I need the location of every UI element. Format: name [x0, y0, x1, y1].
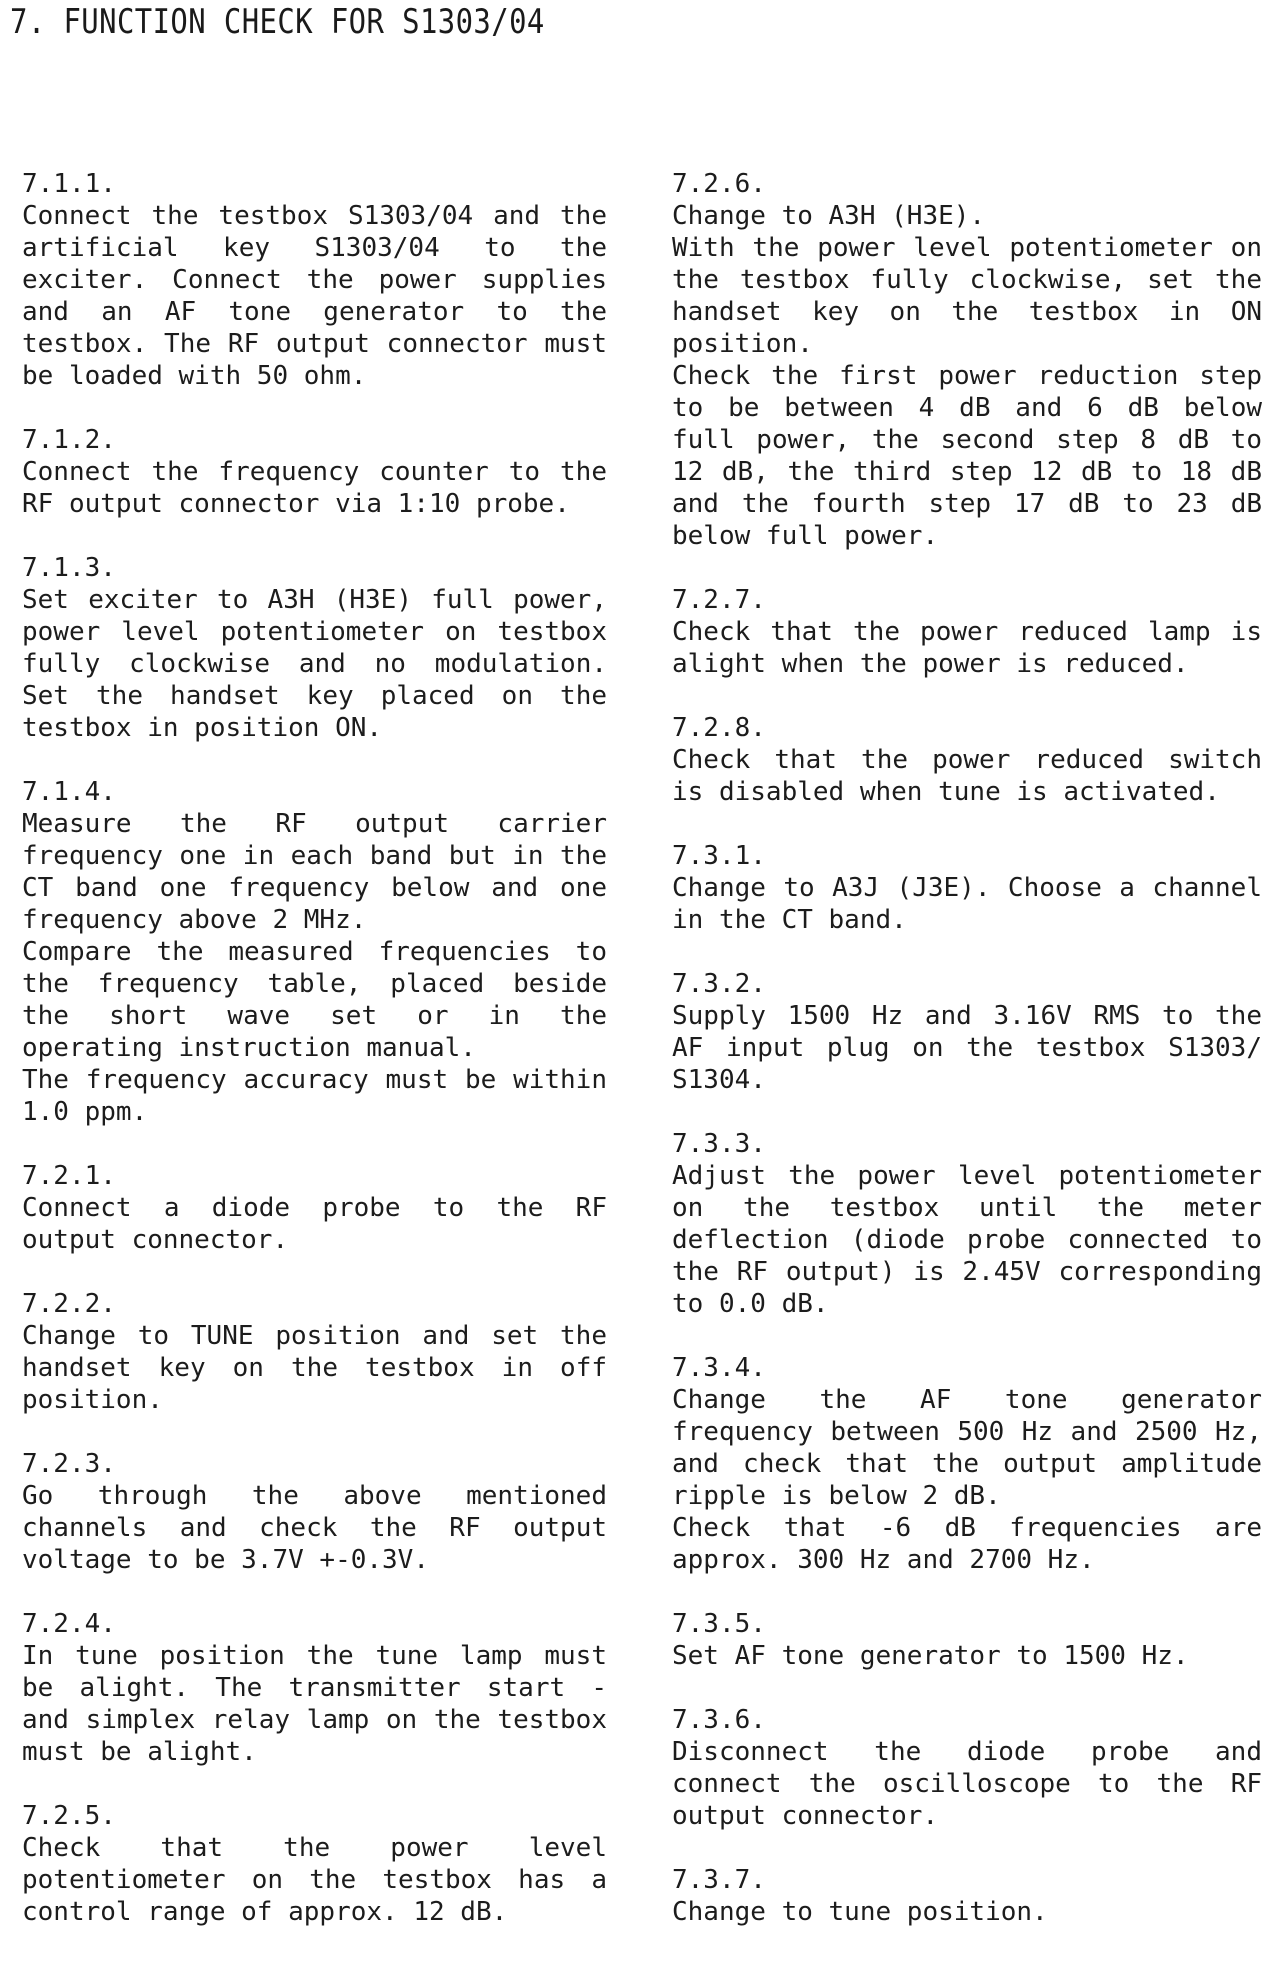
procedure-step	[22, 552, 607, 744]
step-number: 7.1.1.	[22, 169, 116, 199]
procedure-step	[22, 1448, 607, 1576]
step-number: 7.2.2.	[22, 1289, 116, 1319]
step-text: Change to A3H (H3E).	[672, 201, 986, 231]
left-column	[22, 168, 607, 1960]
step-text: Disconnect the diode probe and connect the oscilloscope to the RF output connector.	[672, 1737, 1262, 1831]
procedure-step	[22, 168, 607, 392]
procedure-step	[672, 840, 1262, 936]
step-text: In tune position the tune lamp must be alight. The transmitter start - and simplex relay lamp on the testbox must be alight.	[22, 1641, 607, 1767]
step-number: 7.3.3.	[672, 1129, 766, 1159]
procedure-step	[672, 1352, 1262, 1576]
step-number: 7.2.5.	[22, 1801, 116, 1831]
step-number: 7.1.4.	[22, 777, 116, 807]
procedure-step	[672, 584, 1262, 680]
step-text: The frequency accuracy must be within 1.0 ppm.	[22, 1065, 607, 1127]
step-number: 7.1.2.	[22, 425, 116, 455]
step-number: 7.2.3.	[22, 1449, 116, 1479]
step-text: Measure the RF output carrier frequency one in each band but in the CT band one frequency below and one frequency above 2 MHz.	[22, 809, 607, 935]
step-text: Check that the power level potentiometer on the testbox has a control range of approx. 12 dB.	[22, 1833, 607, 1927]
procedure-step	[22, 1160, 607, 1256]
step-text: Connect a diode probe to the RF output connector.	[22, 1193, 607, 1255]
step-text: Check that the power reduced lamp is alight when the power is reduced.	[672, 617, 1262, 679]
step-number: 7.2.8.	[672, 713, 766, 743]
step-text: Supply 1500 Hz and 3.16V RMS to the AF input plug on the testbox S1303/ S1304.	[672, 1001, 1262, 1095]
step-text: Check that -6 dB frequencies are approx. 300 Hz and 2700 Hz.	[672, 1513, 1262, 1575]
step-text: Set AF tone generator to 1500 Hz.	[672, 1641, 1189, 1671]
step-number: 7.2.4.	[22, 1609, 116, 1639]
procedure-step	[22, 1608, 607, 1768]
step-text: With the power level potentiometer on the testbox fully clockwise, set the handset key on the testbox in ON position.	[672, 233, 1262, 359]
step-text: Adjust the power level potentiometer on the testbox until the meter deflection (diode probe connected to the RF output) is 2.45V corresponding to 0.0 dB.	[672, 1161, 1262, 1319]
step-number: 7.2.6.	[672, 169, 766, 199]
step-number: 7.3.5.	[672, 1609, 766, 1639]
step-number: 7.3.2.	[672, 969, 766, 999]
step-text: Check that the power reduced switch is disabled when tune is activated.	[672, 745, 1262, 807]
step-text: Change to A3J (J3E). Choose a channel in the CT band.	[672, 873, 1262, 935]
procedure-step	[672, 968, 1262, 1096]
step-text: Change to TUNE position and set the handset key on the testbox in off position.	[22, 1321, 607, 1415]
procedure-step	[672, 1608, 1262, 1672]
procedure-step	[22, 776, 607, 1128]
procedure-step	[672, 1128, 1262, 1320]
step-text: Change the AF tone generator frequency between 500 Hz and 2500 Hz, and check that the output amplitude ripple is below 2 dB.	[672, 1385, 1262, 1511]
step-number: 7.2.1.	[22, 1161, 116, 1191]
step-number: 7.3.1.	[672, 841, 766, 871]
step-text: Go through the above mentioned channels and check the RF output voltage to be 3.7V +-0.3V.	[22, 1481, 607, 1575]
step-text: Change to tune position.	[672, 1897, 1048, 1927]
procedure-step	[22, 424, 607, 520]
step-text: Connect the testbox S1303/04 and the artificial key S1303/04 to the exciter. Connect the power supplies and an AF tone generator to the testbox. The RF output connector must be loaded with 50 ohm.	[22, 201, 607, 391]
step-number: 7.3.4.	[672, 1353, 766, 1383]
procedure-step	[672, 1864, 1262, 1928]
procedure-step	[672, 168, 1262, 552]
step-number: 7.2.7.	[672, 585, 766, 615]
procedure-step	[672, 712, 1262, 808]
right-column	[672, 168, 1262, 1960]
page-title: 7. FUNCTION CHECK FOR S1303/04	[10, 2, 545, 42]
step-text: Connect the frequency counter to the RF output connector via 1:10 probe.	[22, 457, 607, 519]
step-number: 7.3.7.	[672, 1865, 766, 1895]
step-text: Set exciter to A3H (H3E) full power, power level potentiometer on testbox fully clockwise and no modulation. Set the handset key placed on the testbox in position ON.	[22, 585, 607, 743]
step-text: Compare the measured frequencies to the frequency table, placed beside the short wave set or in the operating instruction manual.	[22, 937, 607, 1063]
procedure-step	[22, 1800, 607, 1928]
step-number: 7.3.6.	[672, 1705, 766, 1735]
step-number: 7.1.3.	[22, 553, 116, 583]
step-text: Check the first power reduction step to be between 4 dB and 6 dB below full power, the second step 8 dB to 12 dB, the third step 12 dB to 18 dB and the fourth step 17 dB to 23 dB below full power.	[672, 361, 1262, 551]
procedure-step	[22, 1288, 607, 1416]
procedure-step	[672, 1704, 1262, 1832]
